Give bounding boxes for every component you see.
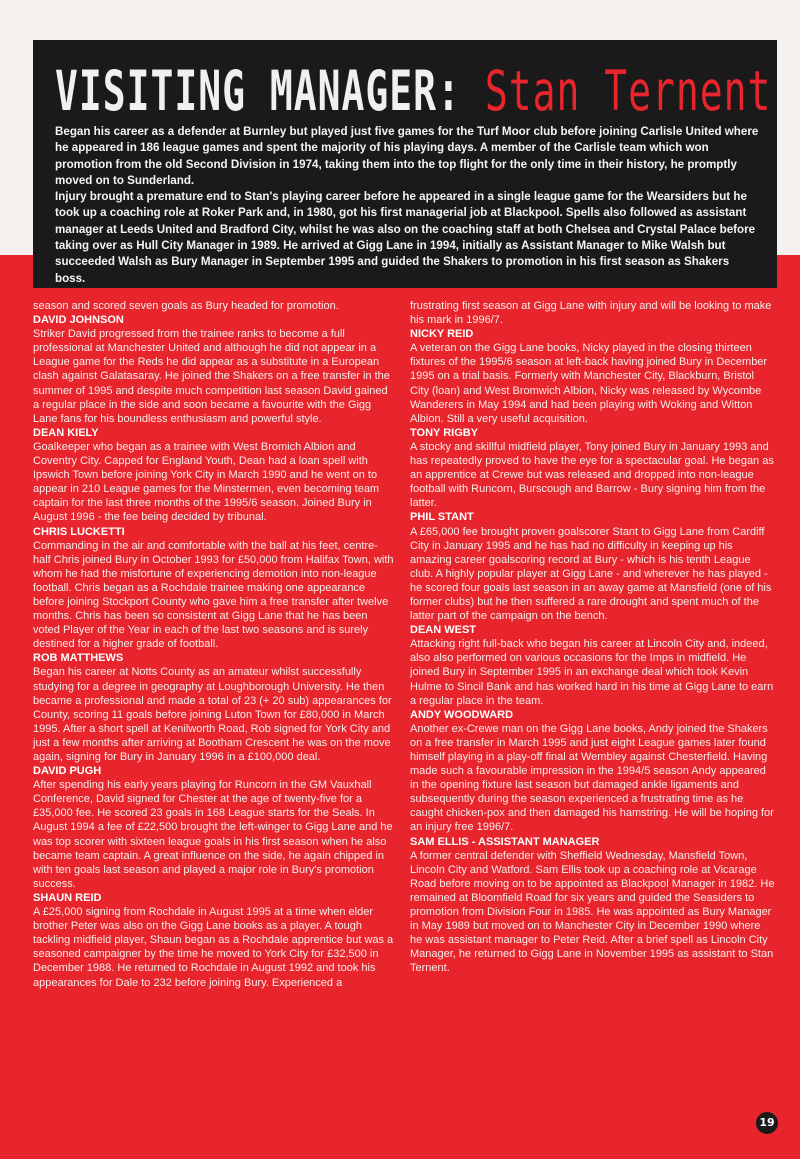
profile-heading: ANDY WOODWARD [410, 708, 514, 721]
profile-heading: DEAN WEST [410, 624, 476, 637]
profile-text: After spending his early years playing for Runcorn in the GM Vauxhall Conference, David signed for Chester at the age of twenty-five for a £35,000 fee. He scored 23 goals in 168 League starts for the Seals. In August 1994 a fee of £22,500 brought the left-winger to Gigg Lane and he was top scorer with sixteen league goals in his first season when he also became team captain. A great influence on the side, he again chipped in with ten goals last season and played a major role in Bury's promotion success. [33, 779, 393, 890]
visiting-manager-panel [33, 40, 777, 288]
profile-heading: TONY RIGBY [410, 426, 479, 439]
profile-text: A stocky and skillful midfield player, Tony joined Bury in January 1993 and has repeatedly proved to have the eye for a spectacular goal. He began as an apprentice at Crewe but was released and dropped into non-league football with Runcorn, Burscough and Barrow - Bury signing him from the latter. [410, 440, 774, 510]
manager-name: Stan Ternent [484, 59, 772, 123]
profile-heading: DEAN KIELY [33, 426, 99, 439]
profile-text: Another ex-Crewe man on the Gigg Lane books, Andy joined the Shakers on a free transfer in March 1995 and just eight League games later found himself playing in a play-off final at Wembley against Chesterfield. Having made such a favourable impression in the 1994/5 season Andy appeared in the opening fixture last season but damaged ankle ligaments and subsequently during the season experienced a frustrating time as he caught chicken-pox and then damaged his hamstring. He will be hoping for an injury free 1996/7. [410, 722, 774, 834]
left-column [33, 299, 395, 990]
profile-heading: SHAUN REID [33, 891, 102, 904]
continued-text: frustrating first season at Gigg Lane with injury and will be looking to make his mark in 1996/7. [410, 300, 772, 327]
continued-text: season and scored seven goals as Bury headed for promotion. [33, 300, 339, 312]
profile-text: A £65,000 fee brought proven goalscorer Stant to Gigg Lane from Cardiff City in January 1995 and he has had no difficulty in keeping up his amazing career goalscoring record at Bury - which is his tenth League club. A highly popular player at Gigg Lane - and wherever he has played - he scored four goals last season in an away game at Mansfield (one of his former clubs) but he then suffered a rare drought and spent much of the latter part of the campaign on the bench. [410, 525, 772, 623]
profile-heading: NICKY REID [410, 328, 474, 341]
right-column [410, 299, 775, 976]
panel-title [55, 59, 772, 123]
profile-heading: CHRIS LUCKETTI [33, 525, 125, 538]
profile-heading: DAVID JOHNSON [33, 314, 124, 327]
profile-heading: DAVID PUGH [33, 765, 102, 778]
profile-text: Attacking right full-back who began his career at Lincoln City and, indeed, also also performed on various occasions for the Imps in midfield. He joined Bury in September 1995 in an exchange deal which took Kevin Hulme to Sincil Bank and has worked hard in his time at Gigg Lane to earn a regular place in the team. [410, 638, 774, 707]
manager-intro [55, 124, 759, 287]
page-number: 19 [756, 1112, 778, 1134]
profile-heading: PHIL STANT [410, 511, 474, 524]
profile-text: Striker David progressed from the trainee ranks to become a full professional at Manchester United and although he did not appear in a League game for the Reds he did appear as a substitute in a European clash against Galatasaray. He joined the Shakers on a free transfer in the summer of 1995 and despite much competition last season David gained a regular place in the side and soon became a favourite with the Gigg Lane fans for his boundless enthusiasm and powerful style. [33, 328, 390, 425]
profile-text: Commanding in the air and comfortable with the ball at his feet, centre-half Chris joined Bury in October 1993 for £50,000 from Halifax Town, with whom he had the misfortune of experiencing demotion into non-league football. Chris began as a Rochdale trainee making one appearance before joining Stockport County who gave him a free transfer after twelve months. Chris has been so consistent at Gigg Lane that he has been voted Player of the Year in each of the last two seasons and is surely destined for a higher grade of football. [33, 539, 394, 651]
intro-paragraph: Injury brought a premature end to Stan's playing career before he appeared in a single league game for the Wearsiders but he took up a coaching role at Roker Park and, in 1980, got his first managerial job at Blackpool. Spells also followed as assistant manager at Leeds United and Bradford City, whilst he was also on the coaching staff at both Chelsea and Crystal Palace before taking over as Hull City Manager in 1989. He arrived at Gigg Lane in 1994, initially as Assistant Manager to Mike Walsh but succeeded Walsh as Bury Manager in September 1995 and guided the Shakers to promotion in his first season as Shakers boss. [55, 190, 756, 285]
intro-paragraph: Began his career as a defender at Burnley but played just five games for the Turf Moor club before joining Carlisle United where he appeared in 186 league games and spent the majority of his playing days. A member of the Carlisle team which won promotion from the old Second Division in 1974, taking them into the top flight for the only time in their history, he promptly moved on to Sunderland. [55, 125, 759, 187]
profile-text: Goalkeeper who began as a trainee with West Bromich Albion and Coventry City. Capped for England Youth, Dean had a loan spell with Ipswich Town before joining York City in March 1990 and he went on to appear in 210 League games for the Minstermen, even becoming team captain for the last three months of the 1995/6 season. Joined Bury in August 1996 - the fee being decided by tribunal. [33, 440, 380, 524]
profile-text: A former central defender with Sheffield Wednesday, Mansfield Town, Lincoln City and Watford. Sam Ellis took up a coaching role at Vicarage Road before moving on to be appointed as Blackpool Manager in 1982. He remained at Bloomfield Road for six years and guided the Seasiders to promotion from Division Four in 1985. He was appointed as Bury Manager in May 1989 but moved on to Manchester City in December 1990 where he was assistant manager to Peter Reid. After a brief spell as Lincoln City Manager, he returned to Gigg Lane in November 1995 as assistant to Stan Ternent. [410, 849, 775, 975]
profile-heading: SAM ELLIS - ASSISTANT MANAGER [410, 835, 600, 848]
profile-text: A £25,000 signing from Rochdale in August 1995 at a time when elder brother Peter was also on the Gigg Lane books as a player. A tough tackling midfield player, Shaun began as a Rochdale apprentice but was a seasoned campaigner by the time he moved to York City for £32,500 in December 1988. He returned to Rochdale in August 1992 and took his appearances for Dale to 232 before joining Bury. Experienced a [33, 906, 394, 989]
profile-text: A veteran on the Gigg Lane books, Nicky played in the closing thirteen fixtures of the 1995/6 season at left-back having joined Bury in December 1995 on a trial basis. Formerly with Manchester City, Blackburn, Bristol City (loan) and West Bromwich Albion, Nicky was released by Wycombe Wanderers in May 1994 and had been playing with Woking and Witton Albion. Still a very useful acquisition. [410, 342, 768, 425]
profile-text: Began his career at Notts County as an amateur whilst successfully studying for a degree in geography at Loughborough University. He then became a professional and made a total of 23 (+ 20 sub) appearances for County, scoring 11 goals before joining Luton Town for £80,000 in March 1995. After a short spell at Kenilworth Road, Rob signed for York City and just a few months after arriving at Bootham Crescent he was on the move again, signing for Bury in January 1996 in a £100,000 deal. [33, 666, 392, 763]
title-label: VISITING MANAGER: [55, 59, 461, 123]
profile-heading: ROB MATTHEWS [33, 652, 124, 665]
